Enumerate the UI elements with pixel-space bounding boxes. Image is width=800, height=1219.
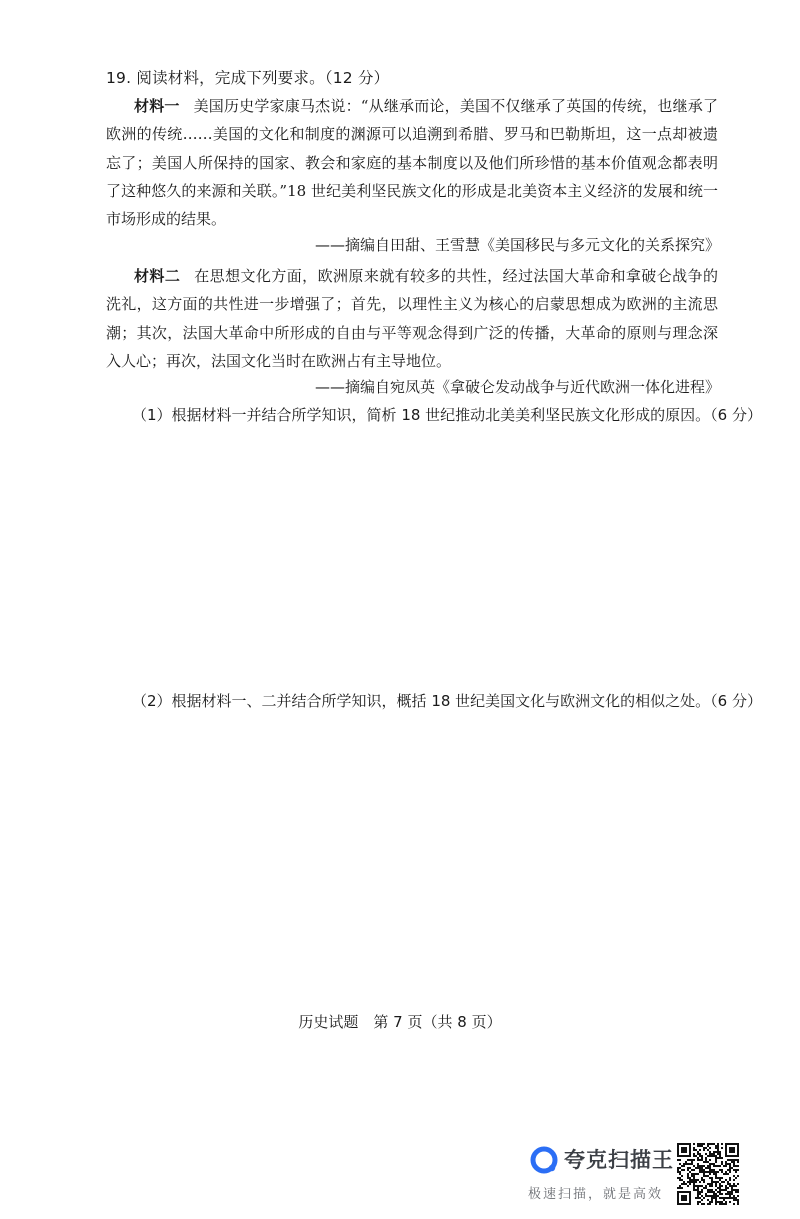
material-one-source: ——摘编自田甜、王雪慧《美国移民与多元文化的关系探究》: [314, 236, 720, 254]
material-two: [106, 262, 718, 375]
material-two-source: ——摘编自宛凤英《拿破仑发动战争与近代欧洲一体化进程》: [314, 378, 720, 396]
material-one-label: 材料一: [134, 97, 180, 115]
quark-logo-icon: [530, 1146, 558, 1174]
question-title: 19. 阅读材料，完成下列要求。（12 分）: [106, 69, 390, 87]
page-footer: 历史试题 第 7 页（共 8 页）: [298, 1013, 502, 1031]
material-one-text: 美国历史学家康马杰说：“从继承而论，美国不仅继承了英国的传统，也继承了欧洲的传统……美国的文化和制度的渊源可以追溯到希腊、罗马和巴勒斯坦，这一点却被遗忘了；美国人所保持的国家、教会和家庭的基本制度以及他们所珍惜的基本价值观念都表明了这种悠久的来源和关联。”18 世纪美利坚民族文化的形成是北美资本主义经济的发展和统一市场形成的结果。: [106, 97, 718, 229]
sub-question-1: （1）根据材料一并结合所学知识，简析 18 世纪推动北美美利坚民族文化形成的原因。（6 分）: [132, 406, 762, 424]
material-one: [106, 92, 718, 233]
material-two-text: 在思想文化方面，欧洲原来就有较多的共性，经过法国大革命和拿破仑战争的洗礼，这方面的共性进一步增强了；首先，以理性主义为核心的启蒙思想成为欧洲的主流思潮；其次，法国大革命中所形成的自由与平等观念得到广泛的传播，大革命的原则与理念深入人心；再次，法国文化当时在欧洲占有主导地位。: [106, 267, 718, 370]
answer-area-1[interactable]: [106, 430, 718, 680]
material-two-label: 材料二: [134, 267, 181, 285]
scanner-app-name: 夸克扫描王: [564, 1148, 674, 1172]
qr-code-icon: [677, 1143, 739, 1205]
scanner-slogan: 极速扫描，就是高效: [528, 1187, 664, 1202]
answer-area-2[interactable]: [106, 716, 718, 996]
sub-question-2: （2）根据材料一、二并结合所学知识，概括 18 世纪美国文化与欧洲文化的相似之处。（6 分）: [132, 692, 762, 710]
